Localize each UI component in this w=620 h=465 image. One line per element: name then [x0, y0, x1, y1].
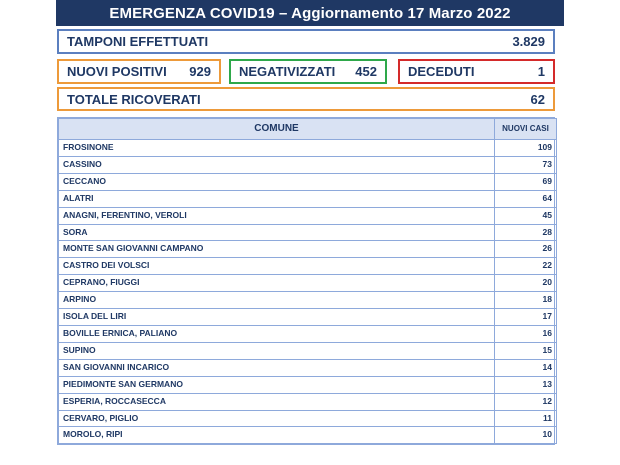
cases-table [57, 117, 555, 445]
totale-ricoverati-label: TOTALE RICOVERATI [67, 91, 201, 107]
comune-cell: CASTRO DEI VOLSCI [59, 258, 495, 275]
totale-ricoverati-value: 62 [530, 91, 545, 107]
table-row [59, 292, 557, 309]
table-row [59, 309, 557, 326]
nuovi-casi-cell: 18 [495, 292, 557, 309]
nuovi-casi-cell: 16 [495, 325, 557, 342]
negativizzati-value: 452 [355, 64, 377, 79]
nuovi-casi-cell: 10 [495, 427, 557, 444]
comune-cell: PIEDIMONTE SAN GERMANO [59, 376, 495, 393]
comune-cell: SUPINO [59, 342, 495, 359]
table-header-row [59, 119, 557, 140]
table-row [59, 258, 557, 275]
table-row [59, 325, 557, 342]
column-header-nuovi-casi: NUOVI CASI [495, 119, 557, 140]
nuovi-positivi-label: NUOVI POSITIVI [67, 64, 167, 79]
nuovi-casi-cell: 26 [495, 241, 557, 258]
nuovi-positivi-box [57, 59, 221, 84]
comune-cell: MONTE SAN GIOVANNI CAMPANO [59, 241, 495, 258]
nuovi-casi-cell: 109 [495, 140, 557, 157]
comune-cell: ANAGNI, FERENTINO, VEROLI [59, 207, 495, 224]
nuovi-casi-cell: 22 [495, 258, 557, 275]
deceduti-label: DECEDUTI [408, 64, 475, 79]
comune-cell: ARPINO [59, 292, 495, 309]
comune-cell: CECCANO [59, 173, 495, 190]
table-row [59, 190, 557, 207]
nuovi-positivi-value: 929 [189, 64, 211, 79]
nuovi-casi-cell: 11 [495, 410, 557, 427]
nuovi-casi-cell: 20 [495, 275, 557, 292]
table-row [59, 393, 557, 410]
table-row [59, 342, 557, 359]
comune-cell: ISOLA DEL LIRI [59, 309, 495, 326]
comune-cell: FROSINONE [59, 140, 495, 157]
table-row [59, 359, 557, 376]
comune-cell: MOROLO, RIPI [59, 427, 495, 444]
tamponi-value: 3.829 [512, 34, 545, 49]
table-row [59, 207, 557, 224]
nuovi-casi-cell: 17 [495, 309, 557, 326]
nuovi-casi-cell: 14 [495, 359, 557, 376]
comune-cell: ALATRI [59, 190, 495, 207]
nuovi-casi-cell: 15 [495, 342, 557, 359]
nuovi-casi-cell: 73 [495, 156, 557, 173]
table-row [59, 427, 557, 444]
column-header-comune: COMUNE [59, 119, 495, 140]
comune-cell: CERVARO, PIGLIO [59, 410, 495, 427]
table-row [59, 241, 557, 258]
comune-cell: CASSINO [59, 156, 495, 173]
deceduti-value: 1 [537, 64, 545, 79]
tamponi-label: TAMPONI EFFETTUATI [67, 34, 209, 49]
comune-cell: CEPRANO, FIUGGI [59, 275, 495, 292]
comune-cell: BOVILLE ERNICA, PALIANO [59, 325, 495, 342]
totale-ricoverati-box [57, 87, 555, 111]
table-row [59, 140, 557, 157]
nuovi-casi-cell: 13 [495, 376, 557, 393]
nuovi-casi-cell: 69 [495, 173, 557, 190]
table-row [59, 275, 557, 292]
table-row [59, 156, 557, 173]
table-row [59, 173, 557, 190]
table-row [59, 224, 557, 241]
page-title: EMERGENZA COVID19 – Aggiornamento 17 Marzo 2022 [56, 0, 564, 26]
comune-cell: SAN GIOVANNI INCARICO [59, 359, 495, 376]
table-row [59, 376, 557, 393]
nuovi-casi-cell: 28 [495, 224, 557, 241]
nuovi-casi-cell: 45 [495, 207, 557, 224]
negativizzati-label: NEGATIVIZZATI [239, 64, 336, 79]
deceduti-box [398, 59, 555, 84]
tamponi-box [57, 29, 555, 54]
nuovi-casi-cell: 12 [495, 393, 557, 410]
nuovi-casi-cell: 64 [495, 190, 557, 207]
comune-cell: SORA [59, 224, 495, 241]
comune-cell: ESPERIA, ROCCASECCA [59, 393, 495, 410]
table-row [59, 410, 557, 427]
negativizzati-box [229, 59, 387, 84]
